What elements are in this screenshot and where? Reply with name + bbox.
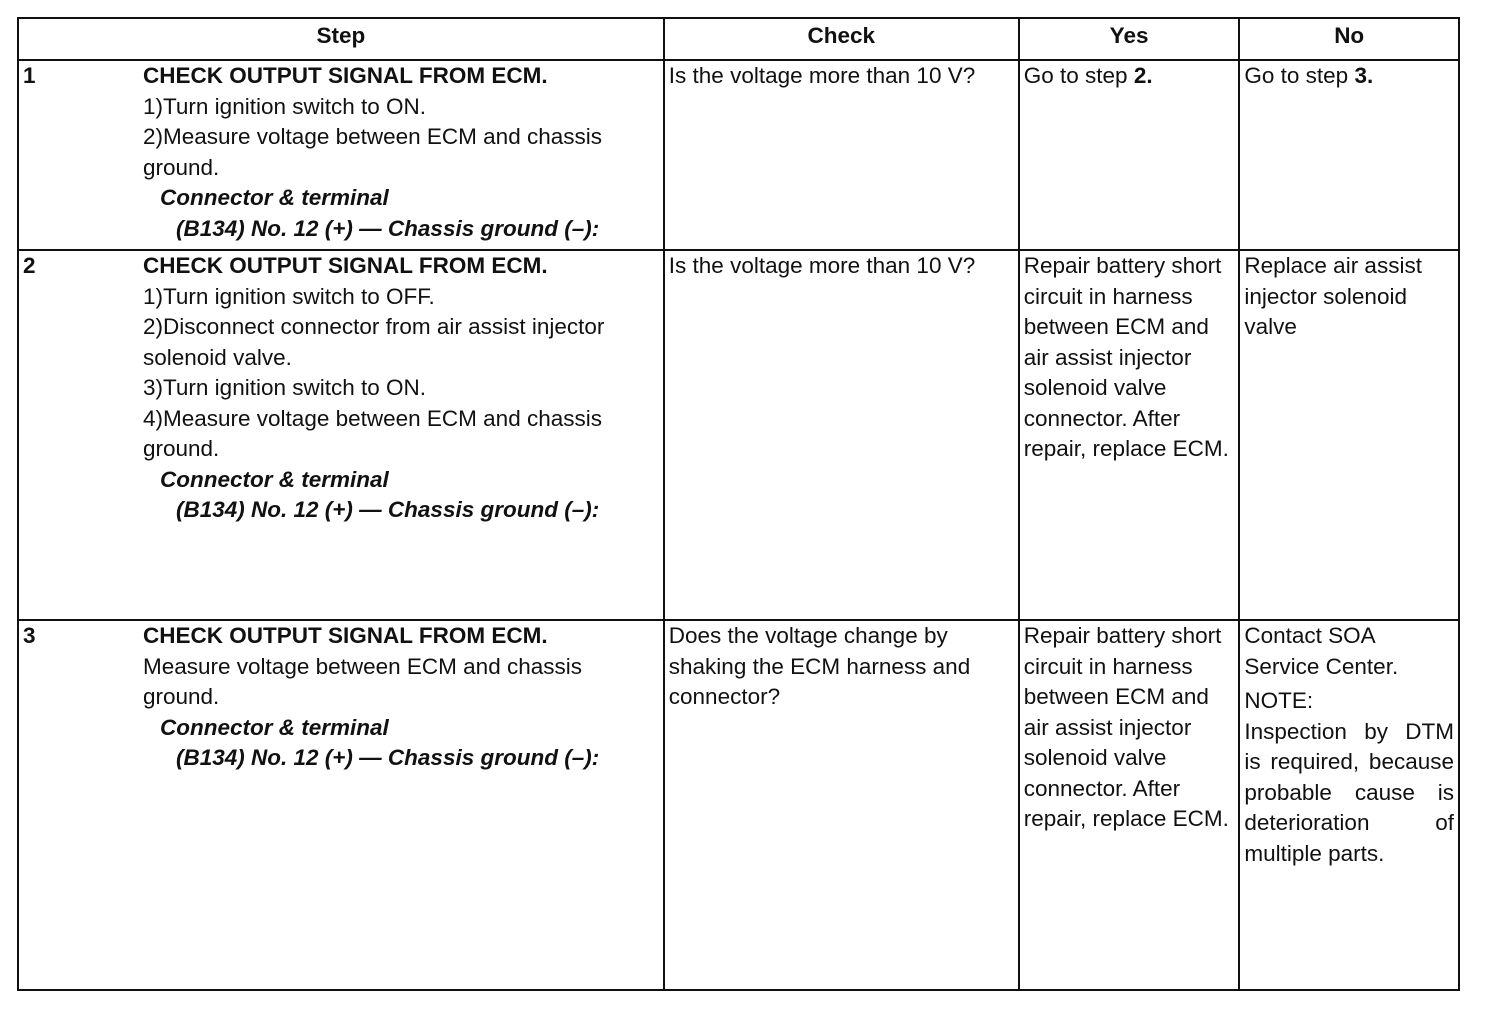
step-instruction: 2)Disconnect connector from air assist injector solenoid valve. <box>143 314 605 370</box>
no-cell <box>1239 620 1459 990</box>
yes-cell <box>1019 250 1240 620</box>
connector-label: Connector & terminal <box>160 714 389 740</box>
check-cell <box>664 250 1019 620</box>
no-text: Contact SOA Service Center. <box>1244 623 1399 679</box>
step-instruction: 1)Turn ignition switch to ON. <box>143 93 427 119</box>
header-yes: Yes <box>1019 18 1240 60</box>
step-cell <box>18 60 664 250</box>
check-text: Does the voltage change by shaking the ECM harness and connector? <box>668 623 971 709</box>
step-number: 1 <box>23 63 36 88</box>
note-text: Inspection by DTM is required, because probable cause is deterioration of multiple parts. <box>1244 718 1454 866</box>
check-text: Is the voltage more than 10 V? <box>668 63 976 88</box>
step-instruction: 1)Turn ignition switch to OFF. <box>143 283 435 309</box>
yes-text: Go to step <box>1023 63 1128 88</box>
check-cell <box>664 620 1019 990</box>
step-title: CHECK OUTPUT SIGNAL FROM ECM. <box>143 623 548 648</box>
step-instruction: 2)Measure voltage between ECM and chassis ground. <box>143 124 602 180</box>
check-text: Is the voltage more than 10 V? <box>668 253 976 278</box>
no-cell <box>1239 60 1459 250</box>
no-cell <box>1239 250 1459 620</box>
step-title: CHECK OUTPUT SIGNAL FROM ECM. <box>143 253 548 278</box>
step-instruction: Measure voltage between ECM and chassis ground. <box>143 653 582 709</box>
yes-cell <box>1019 620 1240 990</box>
connector-label: Connector & terminal <box>160 466 389 492</box>
table-row <box>18 60 1459 250</box>
header-row <box>18 18 1459 60</box>
step-number: 2 <box>23 253 36 278</box>
step-cell <box>18 620 664 990</box>
connector-value: (B134) No. 12 (+) — Chassis ground (–): <box>176 497 600 522</box>
header-step: Step <box>18 18 664 60</box>
no-text: Go to step <box>1244 63 1349 88</box>
table-row <box>18 620 1459 990</box>
header-check: Check <box>664 18 1019 60</box>
no-text: Replace air assist injector solenoid valve <box>1244 253 1422 339</box>
yes-text: Repair battery short circuit in harness between ECM and air assist injector solenoid valve connector. After repair, replace ECM. <box>1023 253 1229 461</box>
step-number: 3 <box>23 623 36 648</box>
step-cell <box>18 250 664 620</box>
connector-value: (B134) No. 12 (+) — Chassis ground (–): <box>176 215 600 241</box>
no-step-link[interactable]: 3. <box>1354 63 1374 88</box>
table-row <box>18 250 1459 620</box>
yes-cell <box>1019 60 1240 250</box>
check-cell <box>664 60 1019 250</box>
step-instruction: 3)Turn ignition switch to ON. <box>143 375 427 400</box>
diagnostic-procedure-table <box>17 17 1460 991</box>
connector-value: (B134) No. 12 (+) — Chassis ground (–): <box>176 745 600 770</box>
note-label: NOTE: <box>1244 688 1314 713</box>
yes-step-link[interactable]: 2. <box>1133 63 1153 88</box>
step-title: CHECK OUTPUT SIGNAL FROM ECM. <box>143 63 548 88</box>
connector-label: Connector & terminal <box>160 185 389 210</box>
header-no: No <box>1239 18 1459 60</box>
yes-text: Repair battery short circuit in harness between ECM and air assist injector solenoid valve connector. After repair, replace ECM. <box>1023 623 1229 831</box>
step-instruction: 4)Measure voltage between ECM and chassis ground. <box>143 405 602 461</box>
